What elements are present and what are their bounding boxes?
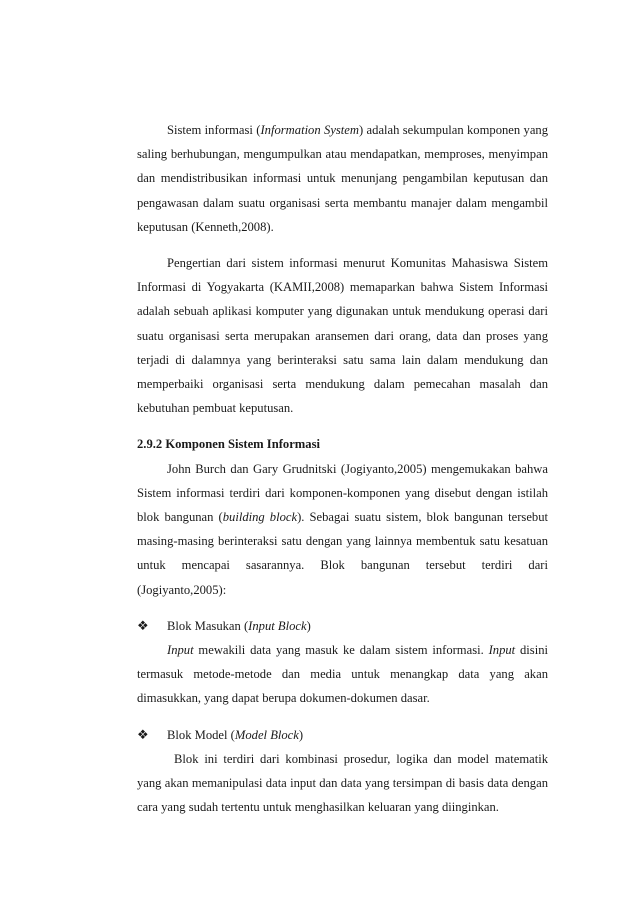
bullet-input-block [137, 614, 548, 638]
p1-text-b: ) adalah sekumpulan komponen yang saling berhubungan, mengumpulkan atau mendapatkan, memproses, menyimpan dan mendistribusikan informasi untuk menunjang pengambilan keputusan dan pengawasan dalam suatu organisasi serta membantu manajer dalam mengambil keputusan (Kenneth,2008). [137, 123, 549, 234]
bullet-1-text: Input mewakili data yang masuk ke dalam sistem informasi. Input disini termasuk metode-metode dan media untuk menangkap data yang akan dimasukkan, yang dapat berupa dokumen-dokumen dasar. [137, 643, 548, 706]
p1-text-a: Sistem informasi ( [167, 123, 261, 137]
document-page [137, 118, 548, 819]
bullet-1-title: Blok Masukan (Input Block) [167, 618, 311, 633]
p3-text-a: John Burch dan Gary Grudnitski (Jogiyanto,2005) mengemukakan bahwa Sistem informasi terdiri dari komponen-komponen yang disebut dengan istilah blok bangunan ( [137, 461, 548, 525]
bullet-2-text: Blok ini terdiri dari kombinasi prosedur, logika dan model matematik yang akan memanipulasi data input dan data yang tersimpan di basis data dengan cara yang sudah tertentu untuk menghasilkan keluaran yang diinginkan. [137, 751, 548, 815]
paragraph-3 [137, 457, 548, 602]
paragraph-2: Pengertian dari sistem informasi menurut Komunitas Mahasiswa Sistem Informasi di Yogyakarta (KAMII,2008) memaparkan bahwa Sistem Informasi adalah sebuah aplikasi komputer yang digunakan untuk mendukung operasi dari suatu organisasi serta merupakan aransemen dari orang, data dan proses yang terjadi di dalamnya yang berinteraksi satu sama lain dalam mendukung dan memperbaiki organisasi serta mendukung dalam pemecahan masalah dan kebutuhan pembuat keputusan. [137, 256, 548, 416]
bullet-2-title: Blok Model (Model Block) [167, 727, 304, 742]
section-heading: 2.9.2 Komponen Sistem Informasi [137, 437, 320, 452]
p3-text-b: ). Sebagai suatu sistem, blok bangunan tersebut masing-masing berinteraksi satu dengan yang lainnya membentuk satu kesatuan untuk mencapai sasarannya. Blok bangunan tersebut terdiri dari (Jogiyanto,2005): [137, 510, 549, 597]
bullet-model-block [137, 723, 548, 747]
diamond-bullet-icon: ❖ [137, 617, 149, 633]
p1-italic: Information System [260, 123, 359, 137]
diamond-bullet-icon: ❖ [137, 726, 149, 742]
paragraph-1 [137, 118, 548, 239]
p3-italic: building block [222, 510, 298, 525]
